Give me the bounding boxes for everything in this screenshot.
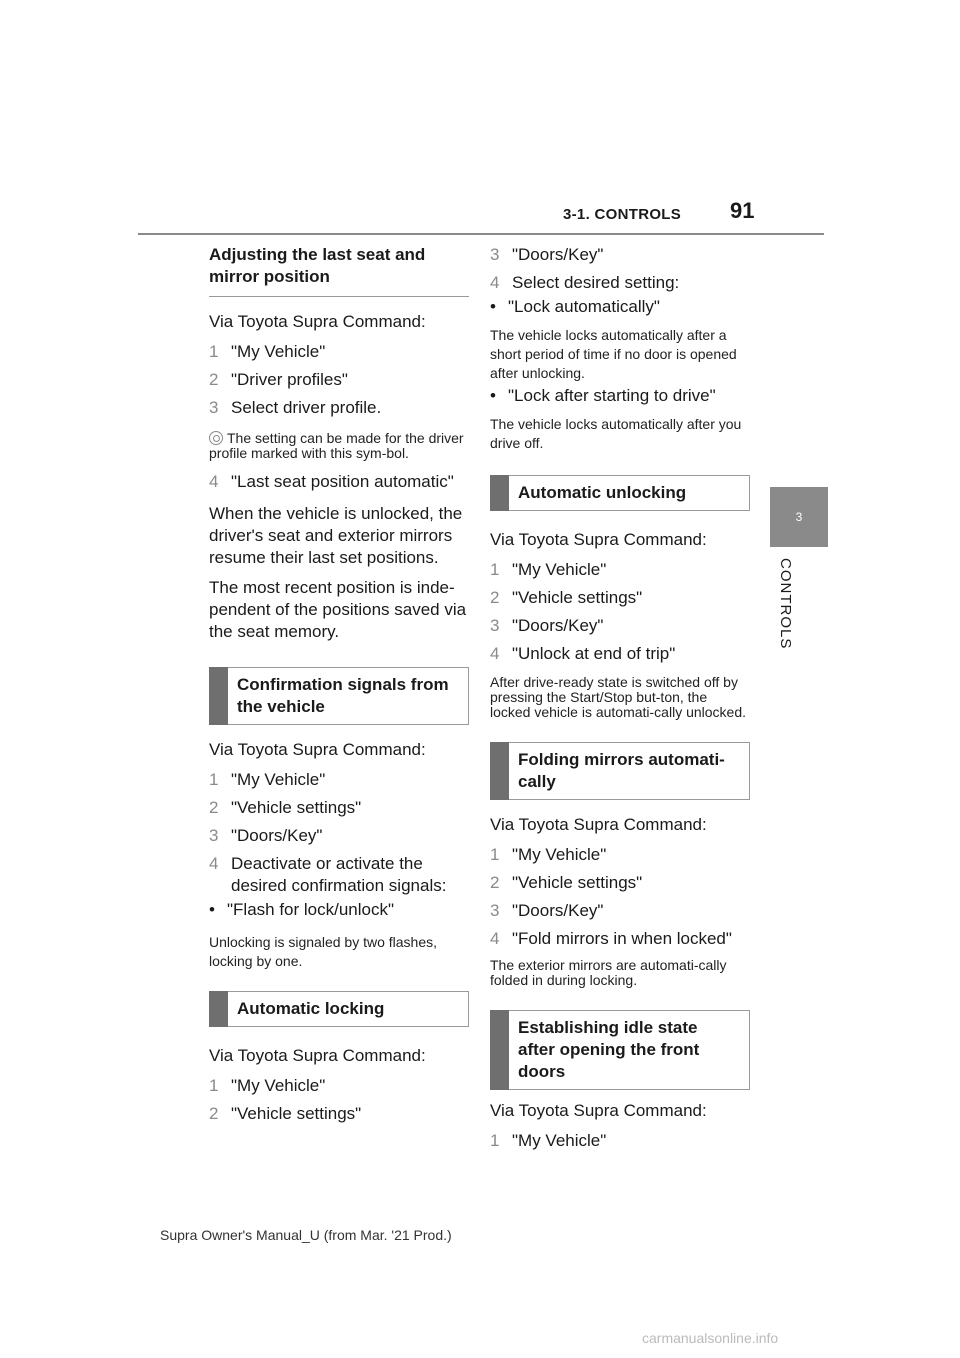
section-heading: Folding mirrors automati-cally [490,742,750,800]
step-number: 3 [209,826,219,845]
bullet-text: "Flash for lock/unlock" [227,900,395,919]
step-text: "My Vehicle" [231,342,326,361]
footer-text: Supra Owner's Manual_U (from Mar. '21 Prod.) [160,1227,452,1243]
bullet-marker: • [209,900,215,919]
step-number: 3 [490,901,500,920]
step [209,397,469,419]
note-text: The setting can be made for the driver profile marked with this sym-bol. [209,430,464,461]
step-text: Select desired setting: [512,273,680,292]
step-number: 2 [490,873,500,892]
step-number: 4 [490,929,500,948]
step-number: 3 [490,616,500,635]
note [209,431,469,461]
step [490,643,750,665]
step-number: 1 [490,1131,500,1150]
section-heading: Adjusting the last seat and mirror position [209,244,469,297]
step [490,872,750,894]
step-text: "My Vehicle" [231,770,326,789]
step [490,928,750,950]
step [490,272,750,294]
right-column [490,244,750,1158]
watermark: carmanualsonline.info [642,1330,779,1346]
step [490,844,750,866]
step-number: 1 [490,845,500,864]
step [490,1130,750,1152]
header-divider [138,233,824,235]
bullet-item [209,899,469,921]
step-number: 3 [490,245,500,264]
step-number: 2 [209,798,219,817]
section-heading: Confirmation signals from the vehicle [209,667,469,725]
step-text: "Vehicle settings" [231,1104,362,1123]
step-text: "My Vehicle" [512,845,607,864]
step [209,369,469,391]
note: The exterior mirrors are automati-cally folded in during locking. [490,957,727,988]
step [490,559,750,581]
step [490,587,750,609]
note: After drive-ready state is switched off by pressing the Start/Stop but-ton, the locked vehicle is automati-cally unlocked. [490,674,747,720]
bullet-item [490,296,750,318]
step-number: 1 [209,770,219,789]
section-title: 3-1. CONTROLS [563,206,682,223]
step-number: 4 [209,472,219,491]
section-heading: Automatic unlocking [490,475,750,511]
bullet-marker: • [490,297,496,316]
step-number: 3 [209,398,219,417]
step-text: Deactivate or activate the desired confirmation signals: [231,854,447,895]
step-text: Select driver profile. [231,398,382,417]
step [209,769,469,791]
step-text: "My Vehicle" [231,1076,326,1095]
step-number: 2 [209,370,219,389]
gear-icon [209,431,223,445]
step-text: "Doors/Key" [512,245,604,264]
bullet-text: "Lock automatically" [508,297,660,316]
intro-text: Via Toyota Supra Command: [490,815,707,834]
bullet-item [490,385,750,407]
step [209,1075,469,1097]
step-text: "My Vehicle" [512,1131,607,1150]
step-text: "Doors/Key" [231,826,323,845]
intro-text: Via Toyota Supra Command: [209,740,426,759]
step-number: 1 [490,560,500,579]
step [209,341,469,363]
step-text: "Driver profiles" [231,370,348,389]
page-number: 91 [730,198,755,223]
body-text: When the vehicle is unlocked, the driver's seat and exterior mirrors resume their last set positions. [209,504,463,567]
note: The vehicle locks automatically after a short period of time if no door is opened after unlocking. [490,327,737,381]
note: Unlocking is signaled by two flashes, locking by one. [209,934,438,969]
chapter-label: CONTROLS [777,558,794,650]
body-text: The most recent position is inde-pendent of the positions saved via the seat memory. [209,578,467,641]
intro-text: Via Toyota Supra Command: [209,1046,426,1065]
step-text: "Vehicle settings" [512,873,643,892]
step-text: "Last seat position automatic" [231,472,454,491]
bullet-text: "Lock after starting to drive" [508,386,716,405]
left-column [209,244,469,1131]
step [490,244,750,266]
step-number: 4 [490,644,500,663]
step-number: 1 [209,1076,219,1095]
step-text: "Doors/Key" [512,901,604,920]
step-number: 4 [490,273,500,292]
step-number: 2 [209,1104,219,1123]
step-number: 2 [490,588,500,607]
step [490,900,750,922]
intro-text: Via Toyota Supra Command: [209,312,426,331]
step [209,797,469,819]
step [490,615,750,637]
step [209,471,469,493]
step [209,1103,469,1125]
step-text: "Vehicle settings" [231,798,362,817]
step-number: 4 [209,854,219,873]
step [209,853,469,897]
section-heading: Establishing idle state after opening the front doors [490,1010,750,1090]
step-text: "My Vehicle" [512,560,607,579]
note: The vehicle locks automatically after you drive off. [490,416,742,451]
chapter-tab: 3 [770,487,828,547]
step-text: "Unlock at end of trip" [512,644,676,663]
step-text: "Vehicle settings" [512,588,643,607]
bullet-marker: • [490,386,496,405]
step-number: 1 [209,342,219,361]
step [209,825,469,847]
intro-text: Via Toyota Supra Command: [490,530,707,549]
intro-text: Via Toyota Supra Command: [490,1101,707,1120]
section-heading: Automatic locking [209,991,469,1027]
step-text: "Fold mirrors in when locked" [512,929,732,948]
step-text: "Doors/Key" [512,616,604,635]
